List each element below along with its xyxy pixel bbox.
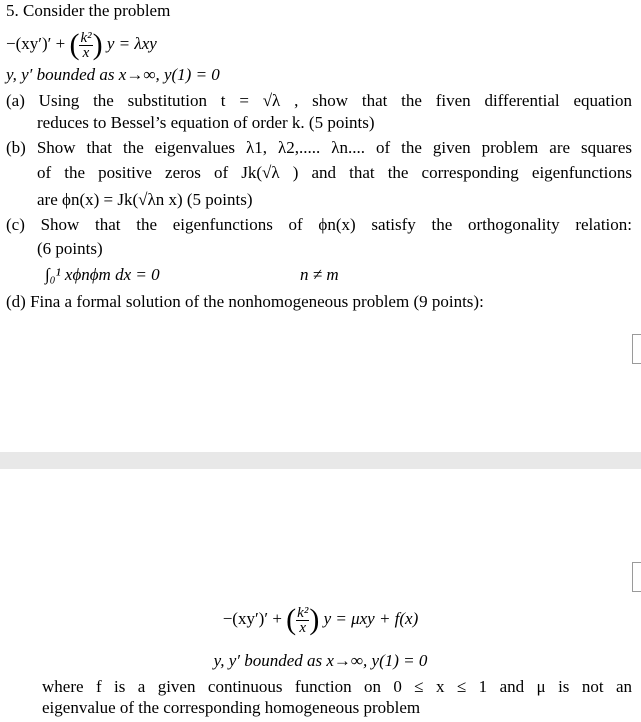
orthogonality-condition: n ≠ m — [300, 265, 339, 284]
part-a-line1: (a) Using the substitution t = √λ , show that the fiven differential equation — [6, 91, 632, 110]
equation-rhs: y = λxy — [106, 34, 157, 53]
second-left-paren: ( — [286, 603, 297, 637]
part-b-line1: (b) Show that the eigenvalues λ1, λ2,..... λn.... of the given problem are squares — [6, 138, 632, 157]
left-paren: ( — [69, 28, 80, 62]
second-equation — [0, 597, 641, 641]
second-right-paren: ) — [309, 603, 320, 637]
part-a-line2: reduces to Bessel’s equation of order k. (5 points) — [37, 113, 375, 132]
second-fraction-numerator: k² — [297, 604, 309, 621]
fraction-denominator: x — [82, 44, 90, 61]
orthogonality-integral: ∫₀¹ xϕnϕm dx = 0 — [45, 265, 160, 284]
second-equation-rhs: y = μxy + f(x) — [323, 609, 419, 628]
page-edge-marker-bottom — [632, 562, 641, 592]
fraction — [79, 31, 92, 60]
second-fraction — [296, 606, 309, 635]
right-paren: ) — [92, 28, 103, 62]
part-c-line2: (6 points) — [37, 239, 103, 258]
second-equation-lhs: −(xy′)′ + — [222, 609, 282, 628]
main-equation — [6, 24, 157, 64]
second-boundary: y, y′ bounded as x→∞, y(1) = 0 — [213, 651, 428, 670]
part-b-line3: are ϕn(x) = Jk(√λn x) (5 points) — [37, 190, 253, 209]
part-d-line1: (d) Fina a formal solution of the nonhomogeneous problem (9 points): — [6, 292, 484, 311]
problem-title: 5. Consider the problem — [6, 1, 171, 20]
boundary-conditions: y, y′ bounded as x→∞, y(1) = 0 — [6, 65, 220, 84]
part-b-line2: of the positive zeros of Jk(√λ ) and that the corresponding eigenfunctions — [37, 163, 632, 182]
where-line1: where f is a given continuous function on 0 ≤ x ≤ 1 and μ is not an — [42, 677, 632, 696]
page-divider — [0, 452, 641, 469]
part-c-line1: (c) Show that the eigenfunctions of ϕn(x) satisfy the orthogonality relation: — [6, 215, 632, 234]
page-edge-marker-top — [632, 334, 641, 364]
where-line2: eigenvalue of the corresponding homogeneous problem — [42, 698, 421, 717]
equation-lhs: −(xy′)′ + — [6, 34, 66, 53]
fraction-numerator: k² — [80, 29, 92, 46]
second-fraction-denominator: x — [299, 619, 307, 636]
